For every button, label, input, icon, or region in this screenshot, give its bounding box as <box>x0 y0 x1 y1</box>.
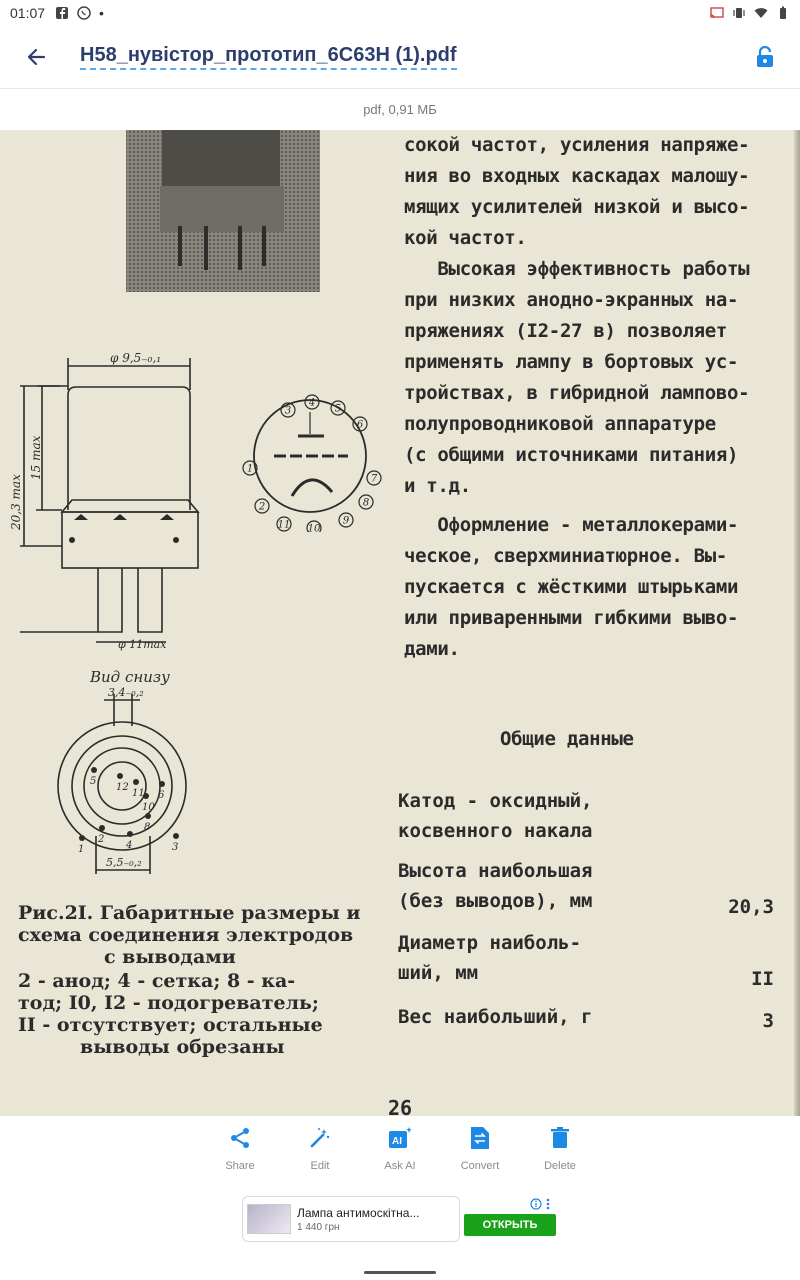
clock: 01:07 <box>10 5 46 21</box>
base-pin-label: 11 <box>132 788 145 799</box>
spec-label-line: Катод - оксидный, <box>398 790 593 812</box>
tube-photo <box>120 130 320 298</box>
text-line: ческое, сверхминиатюрное. Вы- <box>404 545 728 567</box>
gesture-home-bar[interactable] <box>364 1271 436 1274</box>
base-pin-dot <box>133 779 139 785</box>
pdf-page[interactable] <box>0 130 800 1116</box>
text-line: Высокая эффективность работы <box>404 258 750 280</box>
text-line: Оформление - металлокерами- <box>404 514 739 536</box>
text-line: пускается с жёсткими штырьками <box>404 576 739 598</box>
text-line: ния во входных каскадах малошу- <box>404 165 750 187</box>
svg-text:AI: AI <box>392 1136 402 1147</box>
base-pin-dot <box>117 773 123 779</box>
back-button[interactable] <box>0 26 72 88</box>
ad-options[interactable] <box>530 1196 556 1212</box>
text-line: или приваренными гибкими выво- <box>404 607 739 629</box>
ad-open-button[interactable]: ОТКРЫТЬ <box>464 1214 556 1236</box>
convert-icon <box>469 1125 491 1151</box>
ask-ai-button[interactable] <box>378 1124 422 1182</box>
legend-line: 2 - анод; 4 - сетка; 8 - ка- <box>18 970 296 992</box>
spec-label-line: ший, мм <box>398 962 479 984</box>
base-pin-dot <box>99 825 105 831</box>
legend-line: тод; I0, I2 - подогреватель; <box>18 992 319 1014</box>
info-icon[interactable] <box>530 1198 542 1210</box>
base-pin-label: 12 <box>116 782 129 793</box>
spec-diameter-value: II <box>751 968 774 990</box>
convert-label: Convert <box>460 1160 500 1172</box>
spec-weight <box>398 1006 592 1028</box>
socket-pin-label: 11 <box>277 519 291 531</box>
caption-line: с выводами <box>104 946 236 968</box>
edit-button[interactable] <box>298 1124 342 1182</box>
base-pin-dot <box>79 835 85 841</box>
delete-label: Delete <box>544 1160 576 1172</box>
base-pin-label: 5 <box>90 776 97 787</box>
more-vert-icon[interactable] <box>546 1198 550 1210</box>
spec-cathode <box>398 790 592 842</box>
text-line: тройствах, в гибридной лампово- <box>404 382 750 404</box>
share-button[interactable] <box>218 1124 262 1182</box>
base-pin-dot <box>145 813 151 819</box>
spec-height-value: 20,3 <box>728 896 774 918</box>
bottom-toolbar <box>0 1116 800 1182</box>
ad-thumbnail <box>247 1204 291 1234</box>
text-line: полупроводниковой аппаратуре <box>404 413 716 435</box>
spec-height <box>398 860 592 912</box>
lock-icon <box>755 46 775 68</box>
page-number: 26 <box>388 1096 413 1116</box>
edit-label: Edit <box>310 1160 330 1172</box>
legend-line: выводы обрезаны <box>80 1036 285 1058</box>
socket-pin-label: 2 <box>258 501 266 513</box>
base-pin-label: 3 <box>172 842 179 853</box>
arrow-back-icon <box>26 47 46 67</box>
socket-pin-label: 8 <box>362 497 370 509</box>
text-line: применять лампу в бортовых ус- <box>404 351 739 373</box>
text-line: (с общими источниками питания) <box>404 444 739 466</box>
text-line: пряжениях (I2-27 в) позволяет <box>404 320 728 342</box>
file-title[interactable]: Н58_нувістор_прототип_6С63Н (1).pdf <box>80 44 457 70</box>
height-total-label: 20,3 max <box>9 474 23 530</box>
battery-icon <box>776 6 790 20</box>
app-bar <box>0 26 800 88</box>
legend-line: II - отсутствует; остальные <box>18 1014 323 1036</box>
ask-ai-label: Ask AI <box>384 1160 416 1172</box>
base-pin-dot <box>91 767 97 773</box>
base-pin-dot <box>173 833 179 839</box>
viber-icon <box>77 6 91 20</box>
pin-spacing-bottom-label: 5,5₋₀,₂ <box>106 856 142 869</box>
base-pin-dot <box>127 831 133 837</box>
text-line: мящих усилителей низкой и высо- <box>404 196 750 218</box>
vibrate-icon <box>732 6 746 20</box>
spec-label-line: Диаметр наиболь- <box>398 932 582 954</box>
share-label: Share <box>225 1160 255 1172</box>
notification-dot: • <box>99 5 104 21</box>
socket-pin-label: 1 <box>246 463 254 475</box>
text-line: дами. <box>404 638 460 660</box>
socket-pin-label: 3 <box>284 405 292 417</box>
ad-title: Лампа антимоскітна... <box>297 1205 420 1220</box>
caption-line: Рис.2I. Габаритные размеры и <box>18 902 361 924</box>
base-pin-label: 8 <box>144 822 151 833</box>
socket-pin-label: 7 <box>370 473 378 485</box>
socket-pin-label: 6 <box>356 419 364 431</box>
wifi-icon <box>754 6 768 20</box>
status-bar <box>0 0 800 26</box>
ai-sparkle-icon <box>387 1126 413 1150</box>
base-pin-dot <box>159 781 165 787</box>
file-info: pdf, 0,91 МБ <box>0 88 800 130</box>
spec-weight-value: 3 <box>762 1010 774 1032</box>
general-data-heading: Общие данные <box>500 728 634 750</box>
socket-pin-label: 5 <box>334 403 342 415</box>
bottom-view-label: Вид снизу <box>90 668 170 686</box>
base-pin-label: 1 <box>78 844 85 855</box>
spec-diameter <box>398 932 581 984</box>
text-line: при низких анодно-экранных на- <box>404 289 739 311</box>
convert-button[interactable] <box>458 1124 502 1182</box>
lock-button[interactable] <box>750 42 780 72</box>
cast-icon <box>710 6 724 20</box>
delete-button[interactable] <box>538 1124 582 1182</box>
base-pin-label: 10 <box>142 802 155 813</box>
base-pin-label: 4 <box>126 840 133 851</box>
socket-pin-label: 9 <box>342 515 350 527</box>
base-bottom-view <box>50 686 200 892</box>
figure-legend <box>18 970 378 1058</box>
ad-price: 1 440 грн <box>297 1221 340 1233</box>
share-icon <box>228 1126 252 1150</box>
caption-line: схема соединения электродов <box>18 924 354 946</box>
spec-label-line: Вес наибольший, г <box>398 1006 593 1028</box>
spec-label-line: косвенного накала <box>398 820 593 842</box>
pin-spacing-top-label: 3,4₋₀,₂ <box>108 686 144 699</box>
ad-banner[interactable] <box>242 1196 460 1242</box>
text-line: сокой частот, усиления напряже- <box>404 134 750 156</box>
socket-schematic <box>236 382 386 532</box>
diameter-bottom-label: φ 11max <box>118 638 167 651</box>
diameter-top-label: φ 9,5₋₀,₁ <box>110 351 162 365</box>
text-line: и т.д. <box>404 475 471 497</box>
base-pin-label: 2 <box>98 834 105 845</box>
text-line: кой частот. <box>404 227 527 249</box>
spec-label-line: Высота наибольшая <box>398 860 593 882</box>
magic-wand-icon <box>308 1126 332 1150</box>
socket-pin-label: 10 <box>307 523 321 532</box>
trash-icon <box>550 1126 570 1150</box>
height-body-label: 15 max <box>29 435 43 480</box>
facebook-icon <box>55 6 69 20</box>
page-edge <box>794 130 800 1116</box>
base-pin-label: 6 <box>158 790 165 801</box>
socket-pin-label: 4 <box>308 397 316 409</box>
figure-caption <box>18 902 378 968</box>
spec-label-line: (без выводов), мм <box>398 890 593 912</box>
